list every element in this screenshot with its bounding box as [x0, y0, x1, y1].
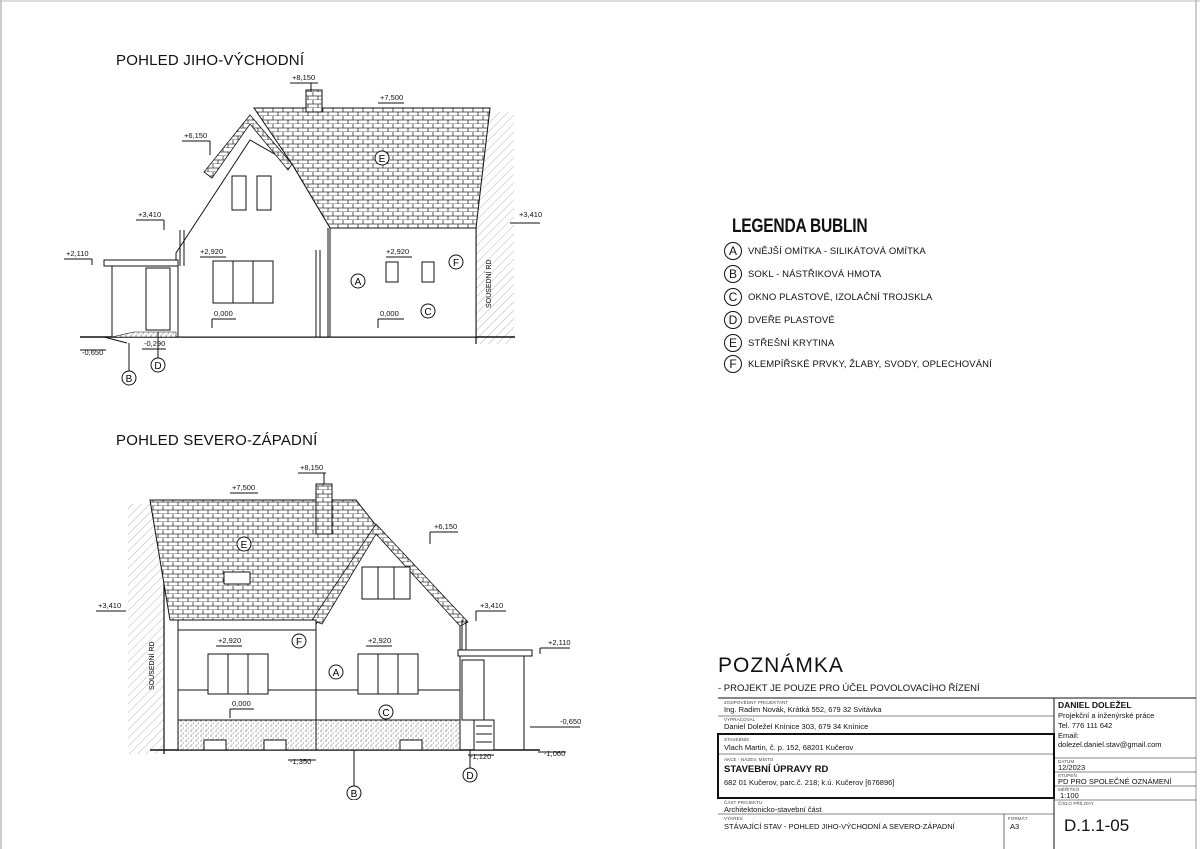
elevation-nw	[0, 450, 600, 800]
legend-text: KLEMPÍŘSKÉ PRVKY, ŽLABY, SVODY, OPLECHOVÁNÍ	[748, 358, 992, 370]
view-title-se: POHLED JIHO-VÝCHODNÍ	[116, 52, 305, 69]
bubble-f-se	[449, 255, 463, 269]
svg-text:B: B	[350, 789, 358, 800]
legend-item	[724, 241, 926, 261]
bubble-f-nw	[292, 634, 306, 648]
svg-text:+3,410: +3,410	[98, 601, 122, 610]
bubble-a-nw	[329, 665, 343, 679]
bubble-a-se	[351, 274, 365, 288]
svg-text:+6,150: +6,150	[184, 131, 208, 140]
svg-text:0,000: 0,000	[232, 699, 251, 708]
company-phone: Tel. 776 111 642	[1058, 721, 1113, 730]
legend-item	[724, 333, 834, 353]
svg-text:A: A	[354, 277, 362, 288]
legend-bubble: F	[724, 355, 742, 373]
svg-text:+2,920: +2,920	[386, 247, 410, 256]
svg-text:+2,920: +2,920	[218, 636, 242, 645]
drafter-caption: VYPRACOVAL	[724, 717, 756, 722]
svg-text:+3,410: +3,410	[138, 210, 162, 219]
svg-text:C: C	[424, 307, 432, 318]
bubble-b-se	[122, 343, 136, 385]
company-email: dolezel.daniel.stav@gmail.com	[1058, 740, 1162, 749]
legend-item	[724, 354, 992, 374]
svg-text:-1,120: -1,120	[470, 752, 492, 761]
project-name: STAVEBNÍ ÚPRAVY RD	[724, 764, 829, 775]
project-caption: AKCE - NÁZEV, MÍSTO	[724, 757, 774, 762]
svg-text:+2,920: +2,920	[200, 247, 224, 256]
legend-text: VNĚJŠÍ OMÍTKA - SILIKÁTOVÁ OMÍTKA	[748, 245, 926, 257]
svg-text:+6,150: +6,150	[434, 522, 458, 531]
svg-text:0,000: 0,000	[214, 309, 233, 318]
bubble-e-nw	[237, 537, 251, 551]
svg-text:+2,920: +2,920	[368, 636, 392, 645]
format-caption: FORMÁT	[1008, 816, 1028, 821]
scale: 1:100	[1060, 791, 1079, 800]
author: Ing. Radim Novák, Krátká 552, 679 32 Svitávka	[724, 705, 882, 714]
svg-text:E: E	[378, 154, 386, 165]
format: A3	[1010, 822, 1020, 831]
legend-item	[724, 264, 881, 284]
note-text: - PROJEKT JE POUZE PRO ÚČEL POVOLOVACÍHO ŘÍZENÍ	[718, 683, 980, 694]
svg-text:-1,350: -1,350	[290, 757, 312, 766]
note-title: POZNÁMKA	[718, 654, 844, 677]
legend-text: STŘEŠNÍ KRYTINA	[748, 337, 835, 349]
bubble-d-se	[151, 332, 165, 372]
project-place: 682 01 Kučerov, parc.č. 218; k.ú. Kučerov [676896]	[724, 778, 895, 787]
svg-text:A: A	[332, 668, 340, 679]
date-caption: DATUM	[1058, 759, 1075, 764]
legend-bubble: C	[724, 288, 742, 306]
legend-title: LEGENDA BUBLIN	[732, 216, 868, 237]
svg-text:E: E	[240, 540, 248, 551]
stage: PD PRO SPOLEČNÉ OZNÁMENÍ	[1058, 777, 1172, 786]
svg-text:-0,290: -0,290	[144, 339, 166, 348]
svg-text:+3,410: +3,410	[480, 601, 504, 610]
svg-text:+8,150: +8,150	[300, 463, 324, 472]
author-caption: ZODPOVĚDNÝ PROJEKTANT	[724, 700, 789, 705]
bubble-c-nw	[379, 705, 393, 719]
email-label: Email:	[1058, 731, 1079, 740]
svg-text:+2,110: +2,110	[66, 249, 89, 258]
svg-text:C: C	[382, 708, 390, 719]
legend-bubble: B	[724, 265, 742, 283]
legend-bubble: E	[724, 334, 742, 352]
svg-text:F: F	[452, 258, 460, 269]
investor: Vlach Martin, č. p. 152, 68201 Kučerov	[724, 743, 854, 752]
number-caption: ČÍSLO PŘÍLOHY	[1058, 801, 1094, 806]
part: Architektonicko-stavební část	[724, 805, 822, 814]
legend-item	[724, 310, 835, 330]
drawing-number: D.1.1-05	[1064, 816, 1130, 835]
stage-caption: STUPEŇ	[1058, 773, 1077, 778]
svg-text:D: D	[466, 771, 474, 782]
svg-text:F: F	[295, 637, 303, 648]
neighbor-label-nw: SOUSEDNÍ RD	[149, 641, 156, 690]
svg-text:D: D	[154, 361, 162, 372]
svg-text:+7,500: +7,500	[380, 93, 404, 102]
bubble-e-se	[375, 151, 389, 165]
legend-bubble: A	[724, 242, 742, 260]
svg-text:+8,150: +8,150	[292, 73, 316, 82]
svg-text:-0,650: -0,650	[560, 717, 582, 726]
legend-item	[724, 287, 932, 307]
svg-text:-0,650: -0,650	[82, 348, 104, 357]
legend-text: OKNO PLASTOVÉ, IZOLAČNÍ TROJSKLA	[748, 291, 933, 303]
view-title-nw: POHLED SEVERO-ZÁPADNÍ	[116, 432, 318, 449]
company-name: DANIEL DOLEŽEL	[1058, 700, 1132, 710]
svg-text:-1,060: -1,060	[544, 749, 566, 758]
scale-caption: MĚŘÍTKO	[1058, 787, 1080, 792]
legend-text: DVEŘE PLASTOVÉ	[748, 314, 835, 326]
svg-text:+2,110: +2,110	[548, 638, 571, 647]
legend-text: SOKL - NÁSTŘIKOVÁ HMOTA	[748, 268, 882, 280]
svg-text:+7,500: +7,500	[232, 483, 256, 492]
svg-text:B: B	[125, 374, 133, 385]
date: 12/2023	[1058, 763, 1086, 772]
legend-bubble: D	[724, 311, 742, 329]
company-sub: Projekční a inženýrské práce	[1058, 711, 1155, 720]
svg-text:0,000: 0,000	[380, 309, 399, 318]
drafter: Daniel Doležel Knínice 303, 679 34 Knínice	[724, 722, 869, 731]
bubble-b-nw	[347, 750, 361, 800]
drawing-name: STÁVAJÍCÍ STAV - POHLED JIHO-VÝCHODNÍ A SEVERO-ZÁPADNÍ	[724, 822, 955, 831]
part-caption: ČÁST PROJEKTU	[724, 800, 763, 805]
elevation-se	[0, 60, 560, 420]
svg-text:+3,410: +3,410	[519, 210, 543, 219]
drawing-caption: VÝKRES	[724, 816, 743, 821]
bubble-c-se	[421, 304, 435, 318]
neighbor-label-se: SOUSEDNÍ RD	[486, 259, 493, 308]
investor-caption: STAVEBNÍK	[724, 737, 750, 742]
